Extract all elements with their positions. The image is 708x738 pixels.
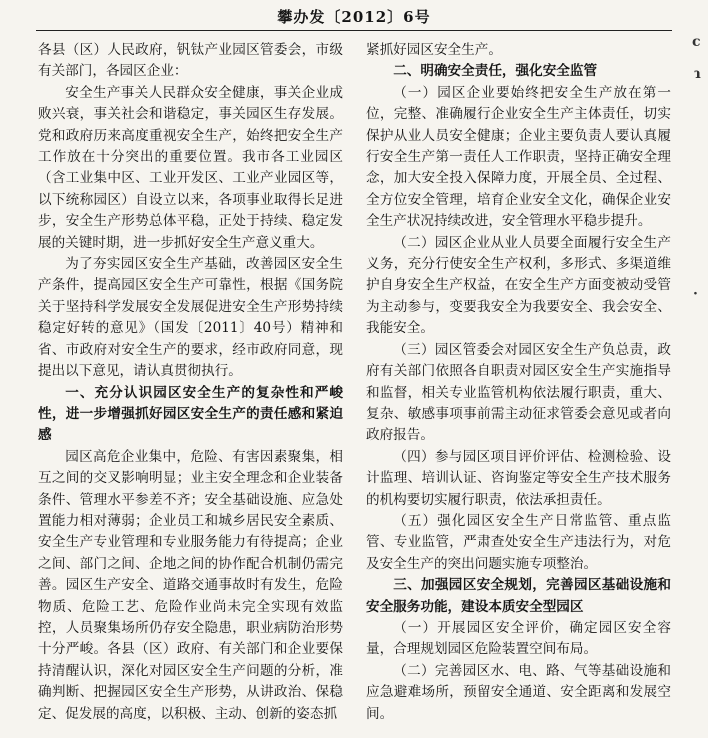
document-number-header: 攀办发〔2012〕6号 xyxy=(277,8,431,26)
right-paragraph-3: （二）园区企业从业人员要全面履行安全生产义务，充分行使安全生产权利，多形式、多渠道维护自身安全生产权益，在安全生产方面变被动受管为主动参与，变要我安全为我要安全、我会安全、我能安全。 xyxy=(366,234,671,337)
right-paragraph-8: （一）开展园区安全评价，确定园区安全容量，合理规划园区危险装置空间布局。 xyxy=(366,619,671,658)
margin-mark-top: c xyxy=(692,34,701,50)
left-paragraph-2: 为了夯实园区安全生产基础，改善园区安全生产条件，提高园区安全生产可靠性，根据《国务院关于坚持科学发展安全发展促进安全生产形势持续稳定好转的意见》（国发〔2011〕40号）精神和省、市政府对安全生产的要求，经市政府同意，现提出以下意见，请认真贯彻执行。 xyxy=(38,256,343,380)
left-paragraph-3: 一、充分认识园区安全生产的复杂性和严峻性，进一步增强抓好园区安全生产的责任感和紧迫感 xyxy=(38,384,343,444)
margin-mark-middle: ɿ xyxy=(694,66,701,82)
left-column xyxy=(38,40,343,725)
right-paragraph-5: （四）参与园区项目评价评估、检测检验、设计监理、培训认证、咨询鉴定等安全生产技术服务的机构要切实履行职责，依法承担责任。 xyxy=(366,448,671,508)
right-paragraph-6: （五）强化园区安全生产日常监管、重点监管、专业监管，严肃查处安全生产违法行为，对危及安全生产的突出问题实施专项整治。 xyxy=(366,512,671,572)
left-paragraph-4: 园区高危企业集中，危险、有害因素聚集，相互之间的交叉影响明显；业主安全理念和企业装备条件、管理水平参差不齐；安全基础设施、应急处置能力相对薄弱；企业员工和城乡居民安全素质、安全生产专业管理和专业服务能力有待提高；企业之间、部门之间、企地之间的协作配合机制仍需完善。园区生产安全、道路交通事故时有发生，危险物质、危险工艺、危险作业尚未完全实现有效监控，人员聚集场所仍存安全隐患，职业病防治形势十分严峻。各县（区）政府、有关部门和企业要保持清醒认识，深化对园区安全生产问题的分析，准确判断、把握园区安全生产形势，从讲政治、保稳定、促发展的高度，以积极、主动、创新的姿态抓 xyxy=(38,448,343,722)
right-paragraph-0: 紧抓好园区安全生产。 xyxy=(366,42,502,58)
left-paragraph-1: 安全生产事关人民群众安全健康，事关企业成败兴衰，事关社会和谐稳定，事关园区生存发展。党和政府历来高度重视安全生产，始终把安全生产工作放在十分突出的重要位置。我市各工业园区（含工业集中区、工业开发区、工业产业园区等，以下统称园区）自设立以来，各项事业取得长足进步，安全生产形势总体平稳，正处于持续、稳定发展的关键时期，进一步抓好安全生产意义重大。 xyxy=(38,84,343,251)
right-paragraph-2: （一）园区企业要始终把安全生产放在第一位，完整、准确履行企业安全生产主体责任，切实保护从业人员安全健康；企业主要负责人要认真履行安全生产第一责任人工作职责，坚持正确安全理念，加大安全投入保障力度，开展全员、全过程、全方位安全管理，培育企业安全文化，确保企业安全生产状况持续改进，安全管理水平稳步提升。 xyxy=(366,84,671,230)
right-paragraph-9: （二）完善园区水、电、路、气等基础设施和应急避难场所，预留安全通道、安全距离和发展空间。 xyxy=(366,662,671,722)
left-paragraph-0: 各县（区）人民政府，钒钛产业园区管委会，市级有关部门，各园区企业： xyxy=(38,42,343,80)
right-paragraph-7: 三、加强园区安全规划，完善园区基础设施和安全服务功能，建设本质安全型园区 xyxy=(366,577,671,615)
right-paragraph-1: 二、明确安全责任，强化安全监管 xyxy=(393,63,598,80)
right-column xyxy=(366,40,671,725)
header-rule xyxy=(36,30,672,31)
right-paragraph-4: （三）园区管委会对园区安全生产负总责，政府有关部门依照各自职责对园区安全生产实施指导和监督，相关专业监管机构依法履行职责，重大、复杂、敏感事项事前需主动征求管委会意见或者向政府报告。 xyxy=(366,341,671,444)
margin-mark-lower: · xyxy=(693,286,698,302)
